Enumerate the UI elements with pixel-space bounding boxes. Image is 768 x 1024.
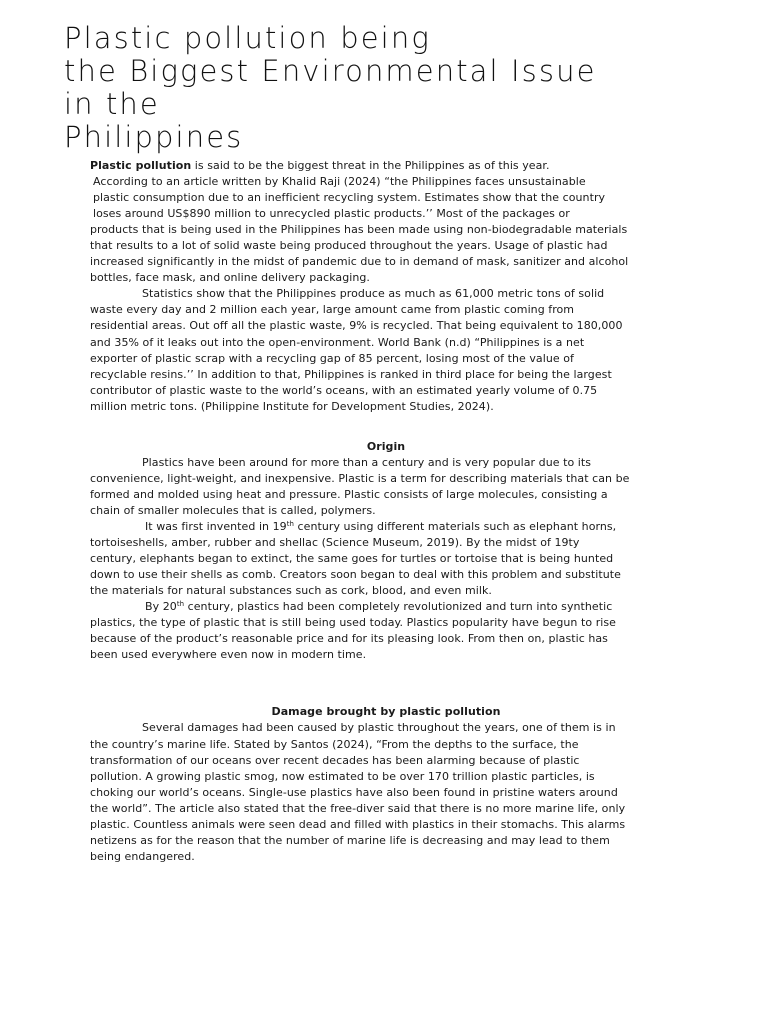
- text-line: waste every day and 2 million each year, large amount came from plastic coming from: [90, 303, 575, 317]
- document-body: [90, 158, 682, 865]
- text-line: that results to a lot of solid waste being produced throughout the years. Usage of plastic had: [90, 239, 608, 253]
- text-line: recyclable resins.’’ In addition to that, Philippines is ranked in third place for being the largest: [90, 367, 612, 381]
- text-line: Statistics show that the Philippines produce as much as 61,000 metric tons of solid: [142, 287, 605, 301]
- text-line: century, elephants began to extinct, the same goes for turtles or tortoise that is being hunted: [90, 552, 614, 566]
- origin-paragraph-3: [90, 599, 682, 663]
- text-line: formed and molded using heat and pressure. Plastic consists of large molecules, consisting a: [90, 487, 608, 501]
- intro-lead-bold: Plastic pollution: [90, 159, 192, 172]
- text-line: transformation of our oceans over recent decades has been alarming because of plastic: [90, 753, 580, 767]
- text-line: chain of smaller molecules that is called, polymers.: [90, 503, 376, 517]
- text-line: netizens as for the reason that the number of marine life is decreasing and may lead to them: [90, 833, 610, 847]
- text-line: tortoiseshells, amber, rubber and shellac (Science Museum, 2019). By the midst of 19ty: [90, 536, 580, 550]
- text-line: Several damages had been caused by plastic throughout the years, one of them is in: [142, 721, 616, 735]
- text-line: increased significantly in the midst of pandemic due to in demand of mask, sanitizer and alcohol: [90, 255, 629, 269]
- text-line: been used everywhere even now in modern time.: [90, 648, 367, 662]
- text-line: plastic. Countless animals were seen dead and filled with plastics in their stomachs. This alarms: [90, 817, 626, 831]
- damage-heading: Damage brought by plastic pollution: [271, 705, 501, 719]
- text-line: plastic consumption due to an inefficient recycling system. Estimates show that the country: [93, 191, 606, 205]
- intro-paragraph: [90, 158, 682, 286]
- title-line: Philippines: [64, 120, 244, 154]
- text-line: According to an article written by Khalid Raji (2024) “the Philippines faces unsustainable: [93, 175, 586, 189]
- text-line: bottles, face mask, and online delivery packaging.: [90, 271, 370, 285]
- text-line: million metric tons. (Philippine Institute for Development Studies, 2024).: [90, 399, 494, 413]
- text-line: because of the product’s reasonable price and for its pleasing look. From then on, plastic has: [90, 632, 608, 646]
- text-line: pollution. A growing plastic smog, now estimated to be over 170 trillion plastic particles, is: [90, 769, 595, 783]
- text-line: By 20th century, plastics had been completely revolutionized and turn into synthetic: [145, 600, 613, 614]
- text-line: down to use their shells as comb. Creators soon began to deal with this problem and substitute: [90, 568, 621, 582]
- origin-paragraph-1: [90, 455, 682, 519]
- title-line: in the: [64, 87, 160, 121]
- intro-line-1: Plastic pollution is said to be the biggest threat in the Philippines as of this year.: [90, 159, 550, 172]
- document-title: [64, 22, 714, 154]
- title-line: the Biggest Environmental Issue: [64, 54, 597, 88]
- text-line: the world”. The article also stated that the free-diver said that there is no more marine life, only: [90, 801, 626, 815]
- text-line: contributor of plastic waste to the world’s oceans, with an estimated yearly volume of 0.75: [90, 383, 598, 397]
- text-line: the country’s marine life. Stated by Santos (2024), “From the depths to the surface, the: [90, 737, 579, 751]
- origin-heading: Origin: [366, 439, 406, 453]
- damage-paragraph: [90, 720, 682, 864]
- text-line: Plastics have been around for more than a century and is very popular due to its: [142, 455, 592, 469]
- text-line: and 35% of it leaks out into the open-environment. World Bank (n.d) “Philippines is a net: [90, 335, 585, 349]
- text-line: convenience, light-weight, and inexpensive. Plastic is a term for describing materials that can be: [90, 471, 630, 485]
- text-line: loses around US$890 million to unrecycled plastic products.’’ Most of the packages or: [93, 207, 570, 221]
- text-line: plastics, the type of plastic that is still being used today. Plastics popularity have begun to rise: [90, 616, 616, 630]
- text-line: products that is being used in the Philippines has been made using non-biodegradable materials: [90, 223, 628, 237]
- title-line: Plastic pollution being: [64, 21, 431, 55]
- text-line: residential areas. Out off all the plastic waste, 9% is recycled. That being equivalent to 180,000: [90, 319, 623, 333]
- text-line: It was first invented in 19th century using different materials such as elephant horns,: [145, 519, 617, 533]
- statistics-paragraph: [90, 286, 682, 414]
- origin-paragraph-2: [90, 519, 682, 599]
- text-line: being endangered.: [90, 849, 195, 863]
- text-line: exporter of plastic scrap with a recycling gap of 85 percent, losing most of the value of: [90, 351, 574, 365]
- text-line: choking our world’s oceans. Single-use plastics have also been found in pristine waters around: [90, 785, 618, 799]
- text-line: the materials for natural substances such as cork, blood, and even milk.: [90, 584, 492, 598]
